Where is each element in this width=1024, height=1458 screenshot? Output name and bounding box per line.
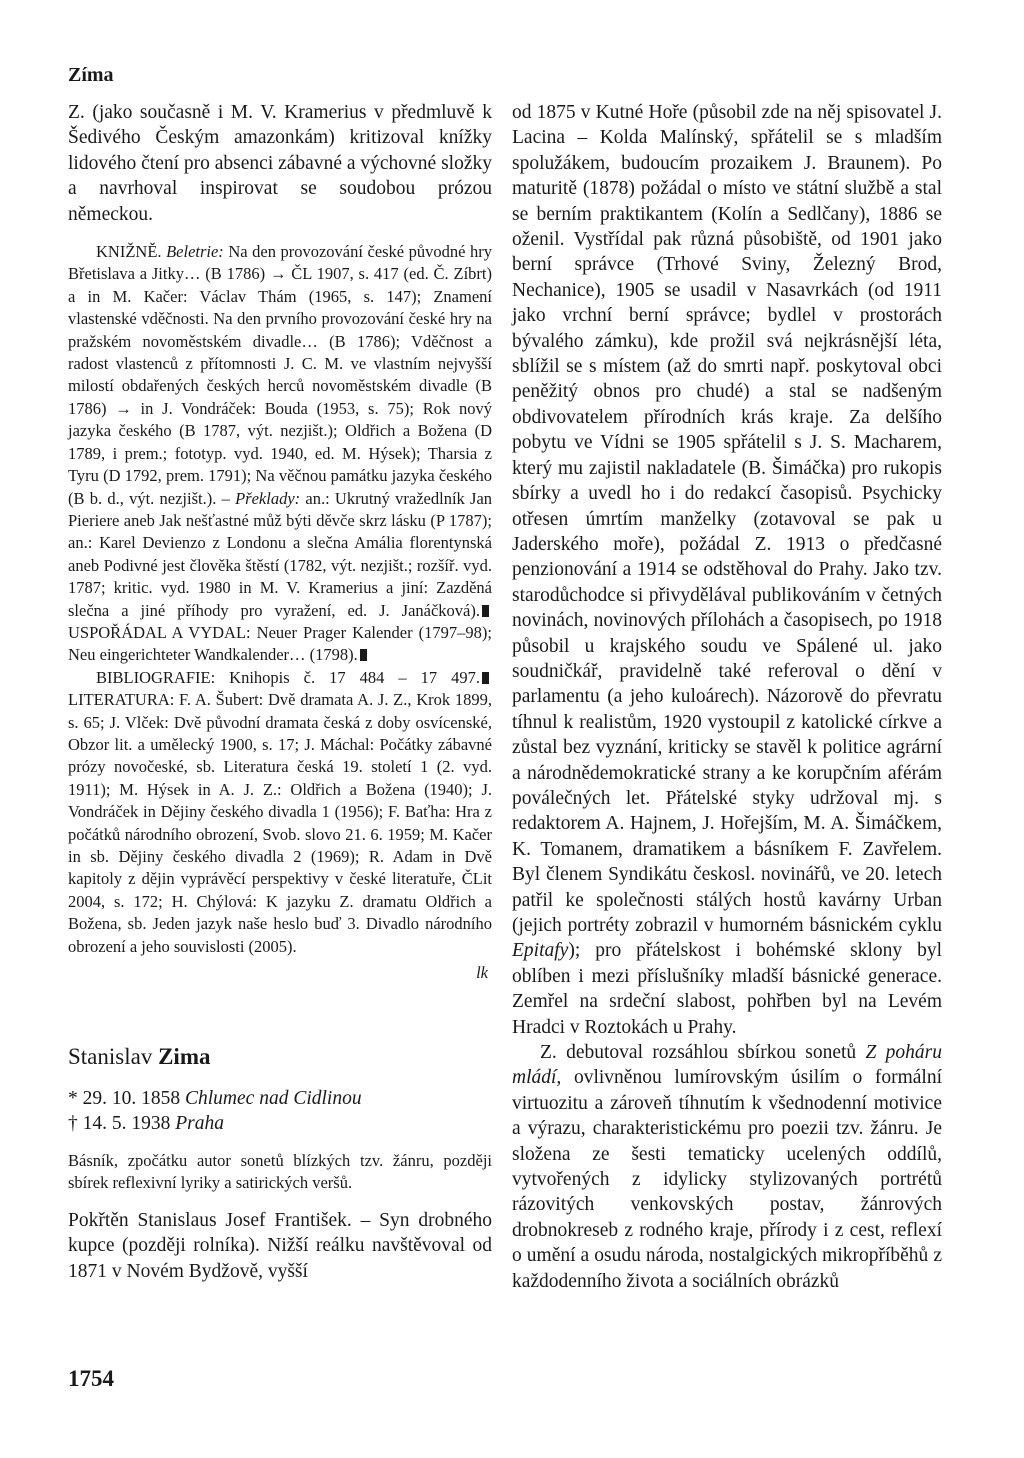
biography-start: Pokřtěn Stanislaus Josef František. – Syn drobného kupce (později rolníka). Nižší reálku navštěvoval od 1871 v Novém Bydžově, vyšší <box>68 1210 492 1282</box>
birth-line <box>68 1086 492 1111</box>
biography-continuation <box>512 100 942 1040</box>
entry-surname: Zima <box>158 1044 211 1070</box>
death-place: Praha <box>175 1113 224 1135</box>
page-number: 1754 <box>68 1366 114 1391</box>
works-part-2: an.: Ukrutný vražedlník Jan Pieriere aneb Jak nešťastné můž býti děvče skrz lásku (P 1787); an.: Karel Devienzo z Londonu a slečna Amália florentynská aneb Podivné jest člověka štěstí (1782, výt. nezjišt.; rozšíř. vyd. 1787; kritic. vyd. 1980 in M. V. Kramerius a jiní: Zazděná slečna a jiné příhody pro vyražení, ed. J. Janáčková). <box>68 488 493 620</box>
entry-first-name: Stanislav <box>68 1044 153 1070</box>
section-square-icon <box>482 605 489 617</box>
debut-paragraph <box>512 1040 942 1294</box>
intro-paragraph: Z. (jako současně i M. V. Kramerius v předmluvě k Šedivého Českým amazonkám) kritizoval knížky lidového čtení pro absenci zábavné a výchovné složky a navrhoval inspirovat se soudobou prózou německou. <box>68 102 492 225</box>
works-part-1: Na den provozování české původné hry Břetislava a Jitky… (B 1786) → ČL 1907, s. 417 (ed. Č. Zíbrt) a in M. Kačer: Václav Thám (1965, s. 147); Znamení vlastenské vděčnosti. Na den prvního provozování české hry na pražském novoměstském divadle… (B 1786); Vděčnost a radost vlastenců z přítomnosti J. C. M. ve vlastním nejvyšší milostí obdařených českých herců novoměstském divadle (B 1786) → in J. Vondráček: Bouda (1953, s. 75); Rok nový jazyka českého (B 1787, výt. nezjišt.); Oldřich a Božena (D 1789, i prem.; fototyp. vyd. 1940, ed. M. Hýsek); Tharsia z Tyru (D 1792, prem. 1791); Na věčnou památku jazyka českého (B b. d., výt. nezjišt.). – <box>68 242 493 508</box>
birth-place: Chlumec nad Cidlinou <box>185 1088 362 1110</box>
section-square-icon <box>360 649 367 661</box>
bibliography-paragraph <box>68 667 492 958</box>
beletrie-label: Beletrie: <box>166 242 224 262</box>
usporadal-text: USPOŘÁDAL A VYDAL: Neuer Prager Kalender (1797–98); Neu eingerichteter Wandkalender… (1798). <box>68 622 492 665</box>
knizne-label: KNIŽNĚ. <box>96 242 162 262</box>
right-column <box>512 100 942 1294</box>
biography-text-end: ); pro přátelskost i bohémské sklony byl oblíben i mezi příslušníky mladší básnické generace. Zemřel na srdeční slabost, pohřben byl na Levém Hradci v Roztokách u Prahy. <box>512 940 942 1038</box>
death-date: † 14. 5. 1938 <box>68 1113 171 1135</box>
debut-collection-title: Z poháru mládí, <box>512 1042 943 1089</box>
preklady-label: Překlady: <box>235 488 301 508</box>
debut-text: ovlivněnou lumírovským úsilím o formální virtuozitu a zároveň tíhnutím k všednodenní motivice a výrazu, charakteristickému pro poezii tzv. žánru. Je složena ze šesti tematicky ucelených oddílů, vytvořených z idylicky stylizovaných portrétů rázovitých venkovských postav, žánrových drobnokreseb z rodného kraje, přírody i z cest, reflexí o umění a osudu národa, nostalgických mikropříběhů z každodenního života a sociálních obrázků <box>512 1067 943 1292</box>
works-paragraph <box>68 241 492 667</box>
section-square-icon <box>482 672 489 684</box>
bibliografie-text: BIBLIOGRAFIE: Knihopis č. 17 484 – 17 497. <box>96 667 480 687</box>
author-signature: lk <box>476 963 488 983</box>
entry-heading <box>68 1042 492 1072</box>
biography-text: od 1875 v Kutné Hoře (působil zde na něj spisovatel J. Lacina – Kolda Malínský, spřátelil se s mladším spolužákem, budoucím prozaikem J. Braunem). Po maturitě (1878) požádal o místo ve státní službě a stal se berním praktikantem (Kolín a Sedlčany), 1886 se oženil. Vystřídal pak různá působiště, od 1901 jako berní správce (Trhové Sviny, Železný Brod, Nechanice), 1905 se usadil v Nasavrkách (od 1911 jako vrchní berní správce; bydlel v prostorách bývalého zámku), kde prožil svá nejkrásnější léta, sblížil se s místem (až do smrti např. poskytoval obci peněžitý obnos pro chudé) a stal se nadšeným obdivovatelem přírodních krás kraje. Za delšího pobytu ve Vídni se 1905 spřátelil s J. S. Macharem, který mu zajistil nakladatele (B. Šimáčka) pro rukopis sbírky a uvedl ho i do redakcí časopisů. Psychicky otřesen úmrtím manželky (zotavoval se pak u Jaderského moře), požádal Z. 1913 o předčasné penzionování a 1914 se odstěhoval do Prahy. Jako tzv. starodůchodce si přivydělával publikováním v četných novinách, novinových přílohách a časopisech, po 1918 působil u krajského soudu ve Spálené ul. jako soudničkář, pravidelně také referoval o dění v parlamentu (a jeho kuloárech). Názorově do převratu tíhnul k realistům, 1920 vystoupil z katolické církve a zůstal bez vyznání, kriticky se stavěl k politice agrární a národnědemokratické strany a ke korupčním aférám poválečných let. Přátelské styky udržoval mj. s redaktorem A. Hajnem, J. Hořejším, M. A. Šimáčkem, K. Tomanem, dramatikem a básníkem F. Zavřelem. Byl členem Syndikátu českosl. novinářů, ve 20. letech patřil ke společnosti stálých hostů kavárny Urban (jejich portréty zobrazil v humorném básnickém cyklu <box>512 102 942 936</box>
entry-summary: Básník, zpočátku autor sonetů blízkých tzv. žánru, později sbírek reflexivní lyriky a satirických veršů. <box>68 1151 492 1193</box>
running-title: Zíma <box>68 64 114 86</box>
literatura-text: LITERATURA: F. A. Šubert: Dvě dramata A. J. Z., Krok 1899, s. 65; J. Vlček: Dvě původní dramata česká z doby osvícenské, Obzor lit. a umělecký 1900, s. 17; J. Máchal: Počátky zábavné prózy novočeské, sb. Literatura česká 19. století 1 (2. vyd. 1911); M. Hýsek in A. J. Z.: Oldřich a Božena (1940); J. Vondráček in Dějiny českého divadla 1 (1956); F. Baťha: Hra z počátků národního obrození, Svob. slovo 21. 6. 1959; M. Kačer in sb. Dějiny českého divadla 2 (1969); R. Adam in Dvě kapitoly z dějin vyprávěcí perspektivy v české literatuře, ČLit 2004, s. 172; H. Chýlová: K jazyku Z. dramatu Oldřich a Božena, sb. Jeden jazyk naše heslo buď 3. Divadlo národního obrození a jeho souvislosti (2005). <box>68 690 492 956</box>
death-line <box>68 1111 492 1136</box>
entry-dates <box>68 1086 492 1136</box>
birth-date: * 29. 10. 1858 <box>68 1088 181 1110</box>
debut-text-start: Z. debutoval rozsáhlou sbírkou sonetů <box>540 1042 857 1064</box>
left-column <box>68 100 492 1284</box>
epitafy-title: Epitafy <box>512 940 569 962</box>
